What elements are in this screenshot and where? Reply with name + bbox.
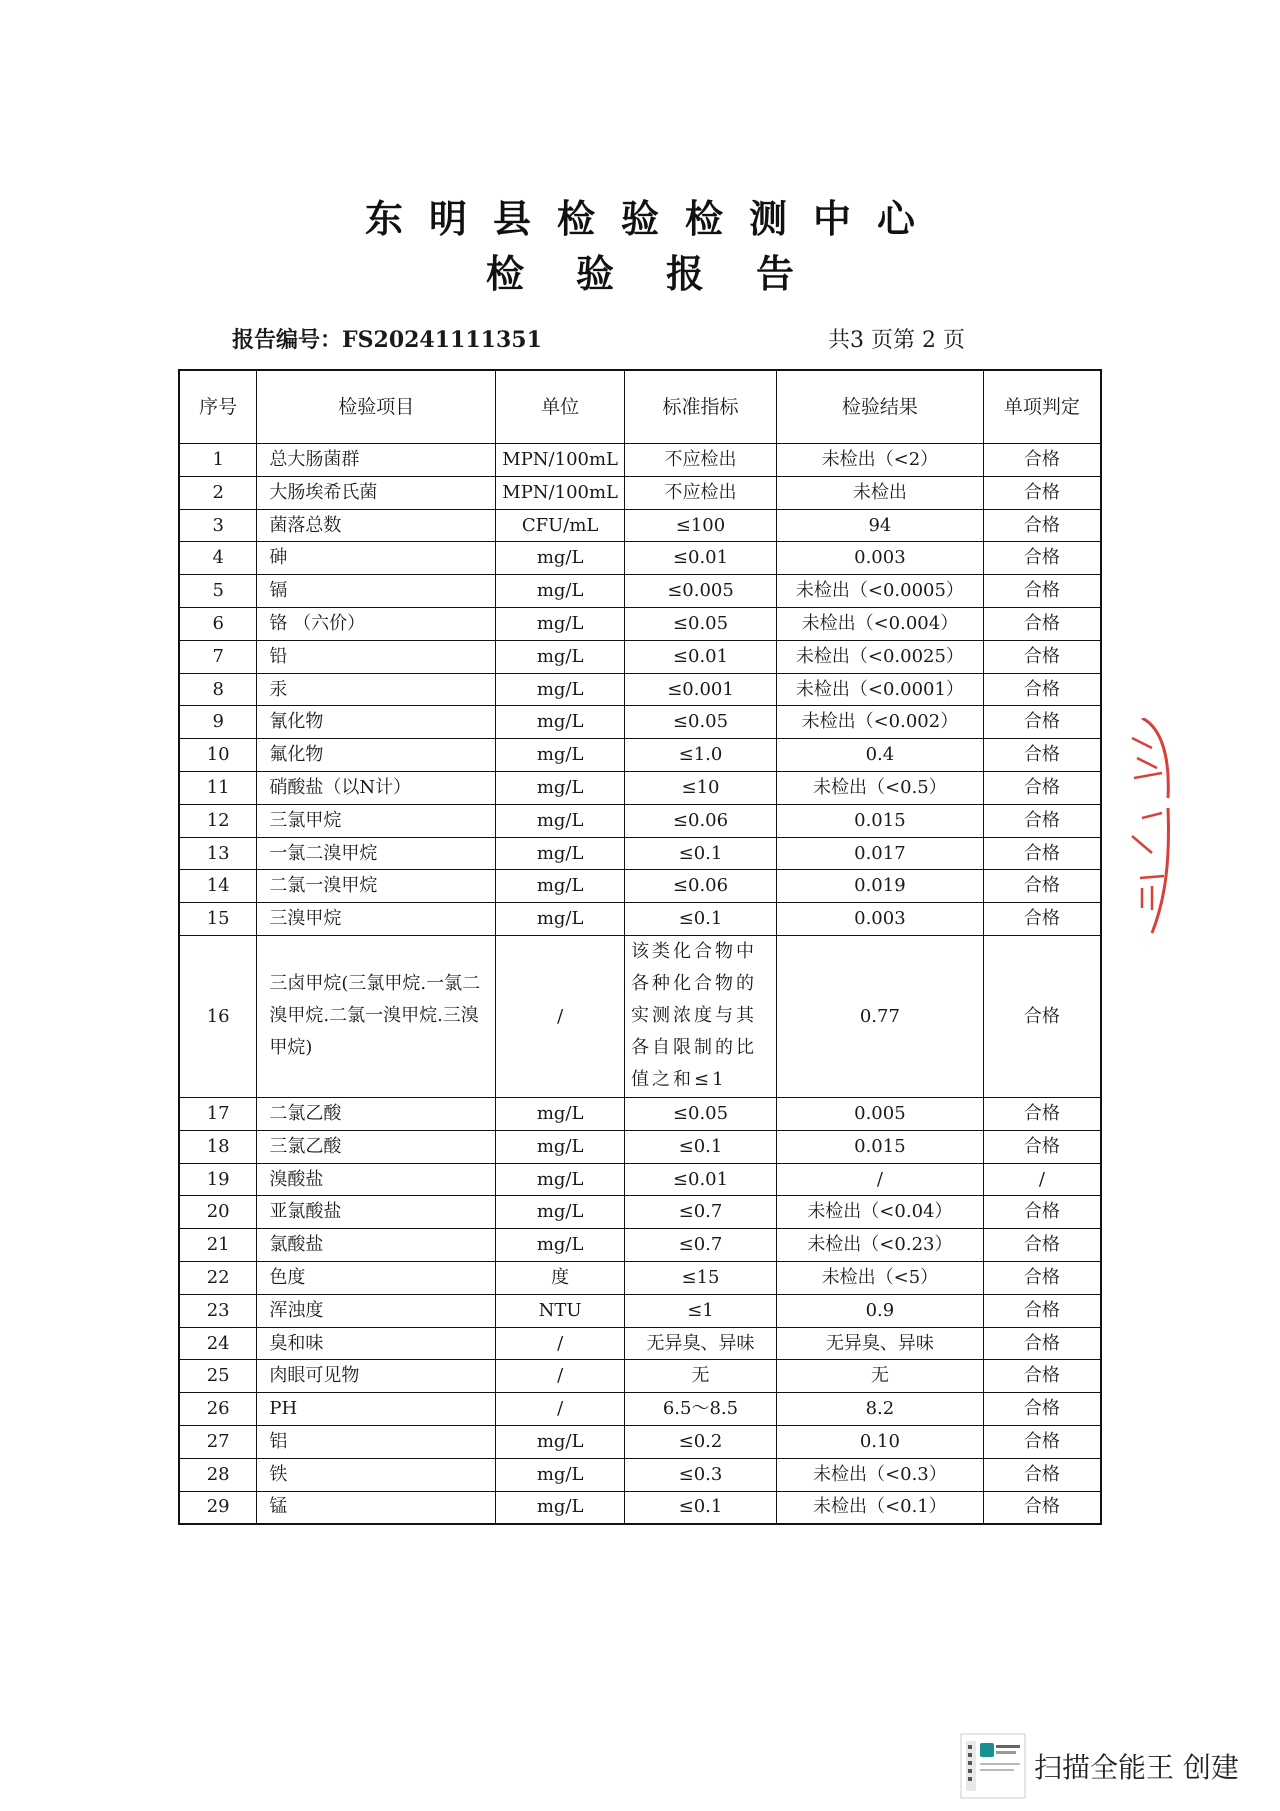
cell-judgment: 合格 [983,1393,1101,1426]
cell-standard: ≤100 [625,509,777,542]
cell-standard: 无异臭、异味 [625,1327,777,1360]
cell-judgment: 合格 [983,1097,1101,1130]
cell-item: 臭和味 [257,1327,496,1360]
table-row [179,1393,1101,1426]
cell-judgment: 合格 [983,1360,1101,1393]
table-row [179,1163,1101,1196]
table-row [179,1097,1101,1130]
cell-unit: mg/L [496,1196,625,1229]
cell-standard: ≤0.1 [625,837,777,870]
cell-result: 0.015 [777,804,984,837]
cell-standard: ≤0.01 [625,1163,777,1196]
cell-result: 0.9 [777,1294,984,1327]
cell-unit: mg/L [496,673,625,706]
table-row [179,640,1101,673]
cell-no: 2 [179,476,257,509]
col-header-standard: 标准指标 [625,370,777,444]
cell-item: 三氯乙酸 [257,1130,496,1163]
col-header-result: 检验结果 [777,370,984,444]
cell-judgment: 合格 [983,509,1101,542]
cell-item: 大肠埃希氏菌 [257,476,496,509]
cell-no: 9 [179,706,257,739]
cell-no: 13 [179,837,257,870]
cell-no: 23 [179,1294,257,1327]
cell-judgment: 合格 [983,673,1101,706]
cell-standard: ≤0.01 [625,542,777,575]
col-header-no: 序号 [179,370,257,444]
cell-item: 溴酸盐 [257,1163,496,1196]
cell-no: 27 [179,1425,257,1458]
cell-item: 镉 [257,575,496,608]
table-row [179,509,1101,542]
cell-unit: mg/L [496,706,625,739]
cell-result: 未检出（<0.5） [777,771,984,804]
table-header-row [179,370,1101,444]
cell-result: 无 [777,1360,984,1393]
cell-standard: 该类化合物中各种化合物的实测浓度与其各自限制的比值之和≤1 [625,935,777,1097]
cell-judgment: 合格 [983,1425,1101,1458]
cell-item: 三卤甲烷(三氯甲烷.一氯二溴甲烷.二氯一溴甲烷.三溴甲烷) [257,935,496,1097]
cell-unit: MPN/100mL [496,476,625,509]
col-header-judgment: 单项判定 [983,370,1101,444]
cell-result: 未检出（<0.1） [777,1491,984,1524]
cell-judgment: 合格 [983,444,1101,477]
table-row [179,771,1101,804]
cell-standard: ≤0.7 [625,1229,777,1262]
cell-no: 21 [179,1229,257,1262]
cell-judgment: 合格 [983,706,1101,739]
table-row [179,542,1101,575]
table-row [179,476,1101,509]
table-row [179,1458,1101,1491]
cell-judgment: 合格 [983,1327,1101,1360]
cell-unit: mg/L [496,739,625,772]
cell-standard: ≤15 [625,1261,777,1294]
cell-standard: ≤1 [625,1294,777,1327]
cell-item: 铝 [257,1425,496,1458]
cell-judgment: 合格 [983,1491,1101,1524]
cell-result: 0.003 [777,903,984,936]
cell-standard: 6.5～8.5 [625,1393,777,1426]
table-row [179,1130,1101,1163]
cell-no: 8 [179,673,257,706]
cell-result: 94 [777,509,984,542]
cell-unit: mg/L [496,607,625,640]
cell-judgment: 合格 [983,1458,1101,1491]
cell-judgment: 合格 [983,542,1101,575]
cell-standard: ≤0.1 [625,1130,777,1163]
table-row [179,837,1101,870]
cell-result: 0.10 [777,1425,984,1458]
cell-result: 未检出（<0.3） [777,1458,984,1491]
cell-item: 二氯一溴甲烷 [257,870,496,903]
cell-no: 10 [179,739,257,772]
cell-result: 未检出（<0.04） [777,1196,984,1229]
cell-judgment: 合格 [983,607,1101,640]
cell-unit: mg/L [496,771,625,804]
cell-no: 5 [179,575,257,608]
cell-judgment: 合格 [983,1229,1101,1262]
cell-standard: ≤0.01 [625,640,777,673]
cell-standard: ≤0.001 [625,673,777,706]
table-row [179,1491,1101,1524]
cell-standard: ≤0.06 [625,870,777,903]
cell-unit: / [496,1360,625,1393]
cell-standard: 不应检出 [625,444,777,477]
org-name: 东明县检验检测中心 [364,196,941,241]
cell-unit: MPN/100mL [496,444,625,477]
cell-result: 无异臭、异味 [777,1327,984,1360]
cell-result: 未检出（<0.0001） [777,673,984,706]
report-number: 报告编号：FS20241111351 [232,327,542,353]
cell-unit: mg/L [496,640,625,673]
cell-result: 0.77 [777,935,984,1097]
table-row [179,673,1101,706]
red-stamp-fragment [1122,718,1172,938]
cell-no: 29 [179,1491,257,1524]
cell-no: 11 [179,771,257,804]
table-row [179,1425,1101,1458]
cell-item: 氯酸盐 [257,1229,496,1262]
cell-standard: ≤0.05 [625,1097,777,1130]
cell-unit: / [496,1393,625,1426]
cell-judgment: 合格 [983,1130,1101,1163]
cell-no: 4 [179,542,257,575]
table-row [179,1294,1101,1327]
cell-unit: mg/L [496,1163,625,1196]
cell-judgment: 合格 [983,771,1101,804]
table-row [179,935,1101,1097]
cell-standard: ≤0.06 [625,804,777,837]
table-body-16 [179,935,1101,1097]
cell-item: 色度 [257,1261,496,1294]
table-body-b [179,1097,1101,1523]
table-row [179,607,1101,640]
cell-no: 28 [179,1458,257,1491]
cell-no: 22 [179,1261,257,1294]
cell-no: 17 [179,1097,257,1130]
report-title: 检验报告 [485,251,846,296]
cell-standard: ≤0.05 [625,706,777,739]
cell-standard: 不应检出 [625,476,777,509]
cell-result: 未检出 [777,476,984,509]
cell-unit: mg/L [496,1229,625,1262]
cell-unit: NTU [496,1294,625,1327]
cell-judgment: 合格 [983,870,1101,903]
cell-judgment: 合格 [983,1294,1101,1327]
table-body-a [179,444,1101,936]
table-row [179,1196,1101,1229]
cell-judgment: 合格 [983,804,1101,837]
cell-item: PH [257,1393,496,1426]
cell-no: 15 [179,903,257,936]
cell-standard: ≤0.1 [625,903,777,936]
cell-no: 3 [179,509,257,542]
cell-judgment: 合格 [983,1261,1101,1294]
cell-judgment: 合格 [983,903,1101,936]
cell-result: 0.015 [777,1130,984,1163]
cell-result: 未检出（<0.002） [777,706,984,739]
cell-item: 亚氯酸盐 [257,1196,496,1229]
col-header-item: 检验项目 [257,370,496,444]
cell-unit: CFU/mL [496,509,625,542]
cell-item: 肉眼可见物 [257,1360,496,1393]
cell-no: 18 [179,1130,257,1163]
cell-item: 三溴甲烷 [257,903,496,936]
cell-no: 25 [179,1360,257,1393]
cell-result: 0.019 [777,870,984,903]
cell-result: 0.017 [777,837,984,870]
cell-item: 汞 [257,673,496,706]
cell-result: 未检出（<2） [777,444,984,477]
scanner-logo-icon [960,1733,1026,1799]
table-row [179,804,1101,837]
cell-unit: mg/L [496,542,625,575]
cell-no: 1 [179,444,257,477]
cell-standard: ≤1.0 [625,739,777,772]
cell-result: 未检出（<0.0005） [777,575,984,608]
cell-item: 二氯乙酸 [257,1097,496,1130]
cell-unit: mg/L [496,804,625,837]
cell-standard: ≤0.1 [625,1491,777,1524]
cell-no: 26 [179,1393,257,1426]
cell-standard: ≤10 [625,771,777,804]
cell-unit: mg/L [496,1458,625,1491]
cell-item: 氰化物 [257,706,496,739]
cell-judgment: / [983,1163,1101,1196]
table-row [179,739,1101,772]
results-table [178,369,1102,1525]
cell-no: 6 [179,607,257,640]
cell-no: 20 [179,1196,257,1229]
cell-standard: ≤0.3 [625,1458,777,1491]
cell-result: / [777,1163,984,1196]
cell-item: 浑浊度 [257,1294,496,1327]
cell-unit: 度 [496,1261,625,1294]
cell-item: 总大肠菌群 [257,444,496,477]
cell-judgment: 合格 [983,935,1101,1097]
cell-item: 锰 [257,1491,496,1524]
cell-unit: mg/L [496,1130,625,1163]
cell-result: 8.2 [777,1393,984,1426]
cell-standard: ≤0.2 [625,1425,777,1458]
cell-item: 砷 [257,542,496,575]
cell-item: 菌落总数 [257,509,496,542]
cell-judgment: 合格 [983,739,1101,772]
cell-judgment: 合格 [983,575,1101,608]
cell-result: 未检出（<0.23） [777,1229,984,1262]
cell-result: 未检出（<0.0025） [777,640,984,673]
cell-unit: / [496,1327,625,1360]
cell-unit: mg/L [496,1097,625,1130]
cell-judgment: 合格 [983,837,1101,870]
cell-unit: mg/L [496,1425,625,1458]
cell-standard: ≤0.05 [625,607,777,640]
cell-item: 铅 [257,640,496,673]
table-row [179,903,1101,936]
cell-standard: 无 [625,1360,777,1393]
cell-unit: mg/L [496,903,625,936]
table-row [179,1360,1101,1393]
cell-item: 三氯甲烷 [257,804,496,837]
cell-no: 7 [179,640,257,673]
cell-no: 19 [179,1163,257,1196]
cell-unit: / [496,935,625,1097]
cell-unit: mg/L [496,870,625,903]
cell-standard: ≤0.7 [625,1196,777,1229]
table-row [179,1261,1101,1294]
table-row [179,575,1101,608]
table-row [179,870,1101,903]
cell-no: 12 [179,804,257,837]
cell-result: 0.003 [777,542,984,575]
page-info: 共3 页第 2 页 [828,328,965,353]
cell-no: 14 [179,870,257,903]
cell-item: 硝酸盐（以N计） [257,771,496,804]
table-row [179,1229,1101,1262]
cell-judgment: 合格 [983,640,1101,673]
cell-item: 氟化物 [257,739,496,772]
col-header-unit: 单位 [496,370,625,444]
watermark-text: 扫描全能王 创建 [1034,1751,1239,1784]
cell-result: 未检出（<5） [777,1261,984,1294]
cell-no: 16 [179,935,257,1097]
cell-item: 铁 [257,1458,496,1491]
cell-item: 一氯二溴甲烷 [257,837,496,870]
table-row [179,706,1101,739]
cell-unit: mg/L [496,575,625,608]
cell-no: 24 [179,1327,257,1360]
table-row [179,1327,1101,1360]
cell-result: 0.4 [777,739,984,772]
table-row [179,444,1101,477]
cell-item: 铬 （六价） [257,607,496,640]
cell-standard: ≤0.005 [625,575,777,608]
cell-judgment: 合格 [983,1196,1101,1229]
cell-unit: mg/L [496,1491,625,1524]
cell-result: 未检出（<0.004） [777,607,984,640]
cell-judgment: 合格 [983,476,1101,509]
cell-result: 0.005 [777,1097,984,1130]
cell-unit: mg/L [496,837,625,870]
